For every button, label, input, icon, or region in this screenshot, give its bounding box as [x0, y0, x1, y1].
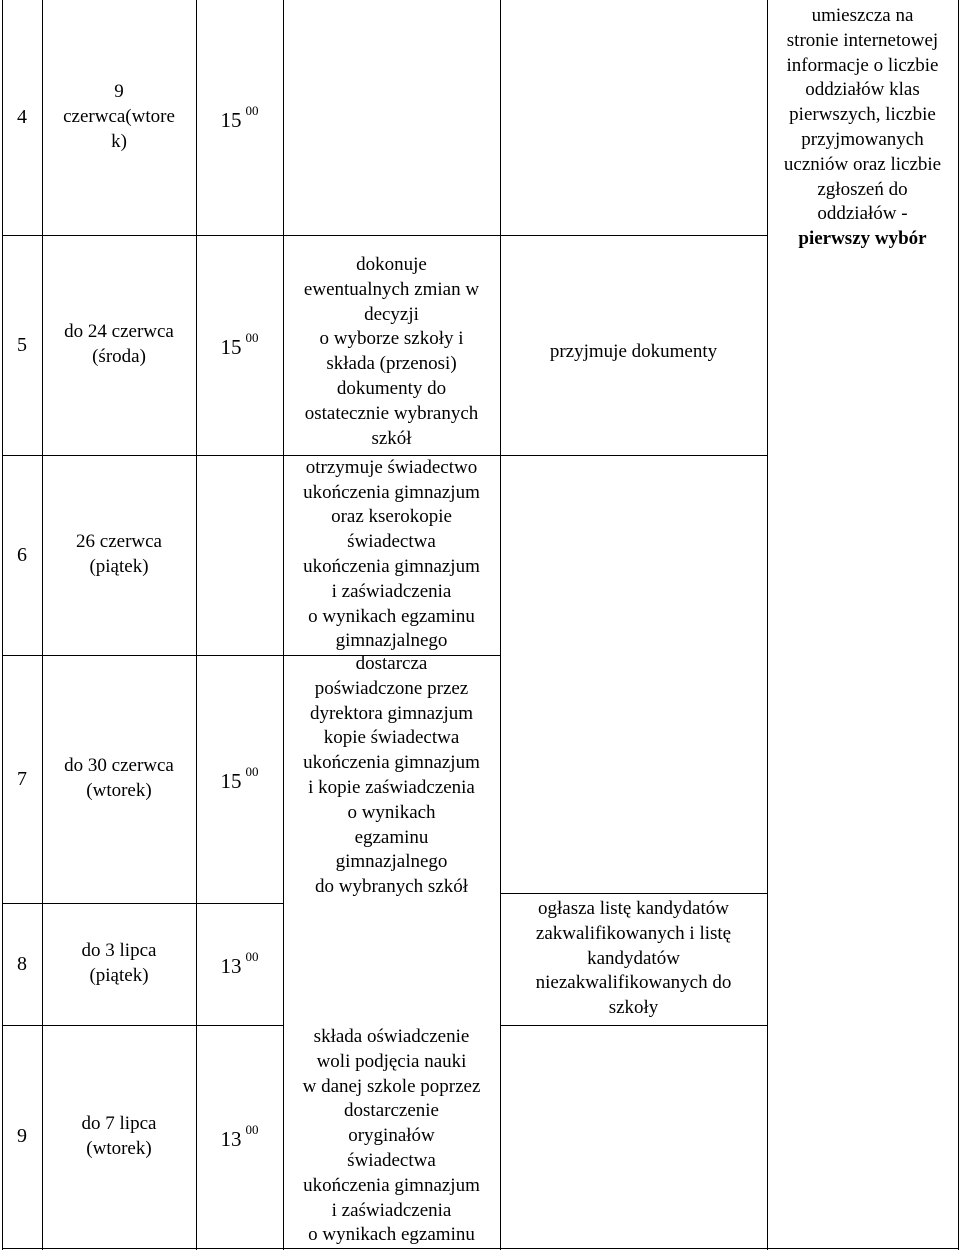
row-time-8: [196, 903, 283, 1025]
table-border-right: [958, 0, 959, 1250]
school-action-8: ogłasza listę kandydatów zakwalifikowanych i listę kandydatów niezakwalifikowanych do szkoły: [535, 898, 732, 1019]
row-date-5: do 24 czerwca (środa): [64, 321, 174, 367]
time-value: 15 $^{00}$: [220, 764, 259, 794]
row-date-9: do 7 lipca (wtorek): [81, 1112, 157, 1159]
row-date-6: 26 czerwca (piątek): [76, 531, 162, 577]
row-date-4: [42, 0, 196, 235]
candidate-action-9: składa oświadczenie woli podjęcia nauki w danej szkole poprzez dostarczenie oryginałów świadectwa ukończenia gimnazjum i zaświadczenia o wynikach egzaminu: [302, 1025, 481, 1246]
row-time-5: [196, 235, 283, 455]
row-time-9: [196, 1025, 283, 1248]
row-number-4: [2, 0, 42, 235]
table-divider-col4: [500, 0, 501, 1250]
row-number-5: 5: [17, 333, 27, 356]
time-value: 13 $^{00}$: [220, 1121, 259, 1151]
school-action-5: przyjmuje dokumenty: [549, 341, 718, 363]
row-number-6: 6: [17, 543, 27, 566]
row-time-4: [196, 0, 283, 235]
candidate-action-6: otrzymuje świadectwo ukończenia gimnazjum oraz kserokopie świadectwa ukończenia gimnazjum i zaświadczenia o wynikach egzaminu gimnazjalnego: [303, 456, 480, 652]
commission-note: umieszcza na stronie internetowej informacje o liczbie oddziałów klas pierwszych, liczbie przyjmowanych uczniów oraz liczbie zgłoszeń do oddziałów - pierwszy wybór: [767, 4, 958, 250]
row-number-8: 8: [17, 952, 27, 975]
candidate-action-5: dokonuje ewentualnych zmian w decyzji o wyborze szkoły i składa (przenosi) dokumenty do ostatecznie wybranych szkół: [303, 254, 480, 449]
row-date-7: do 30 czerwca (wtorek): [64, 755, 174, 801]
row-number: 4: [17, 106, 27, 129]
date-line: k): [111, 130, 127, 152]
time-value: 13 $^{00}$: [220, 949, 259, 979]
time-value: 15 $^{00}$: [220, 330, 259, 360]
date-line: czerwca(wtore: [63, 106, 175, 128]
row-time-7: [196, 655, 283, 903]
table-border-bottom: [2, 1248, 958, 1249]
date-line: 9: [114, 81, 124, 103]
row-divider-8-9-school: [500, 1025, 767, 1026]
row-number-9: 9: [17, 1125, 27, 1148]
row-date-8: do 3 lipca (piątek): [81, 940, 157, 986]
candidate-action-7: dostarcza poświadczone przez dyrektora gimnazjum kopie świadectwa ukończenia gimnazjum i kopie zaświadczenia o wynikach egzaminu gimnazjalnego do wybranych szkół: [303, 653, 480, 898]
time-value: 15 $^{00}$: [220, 102, 259, 132]
first-choice-label: pierwszy wybór: [798, 228, 927, 250]
row-number-7: 7: [17, 767, 27, 790]
